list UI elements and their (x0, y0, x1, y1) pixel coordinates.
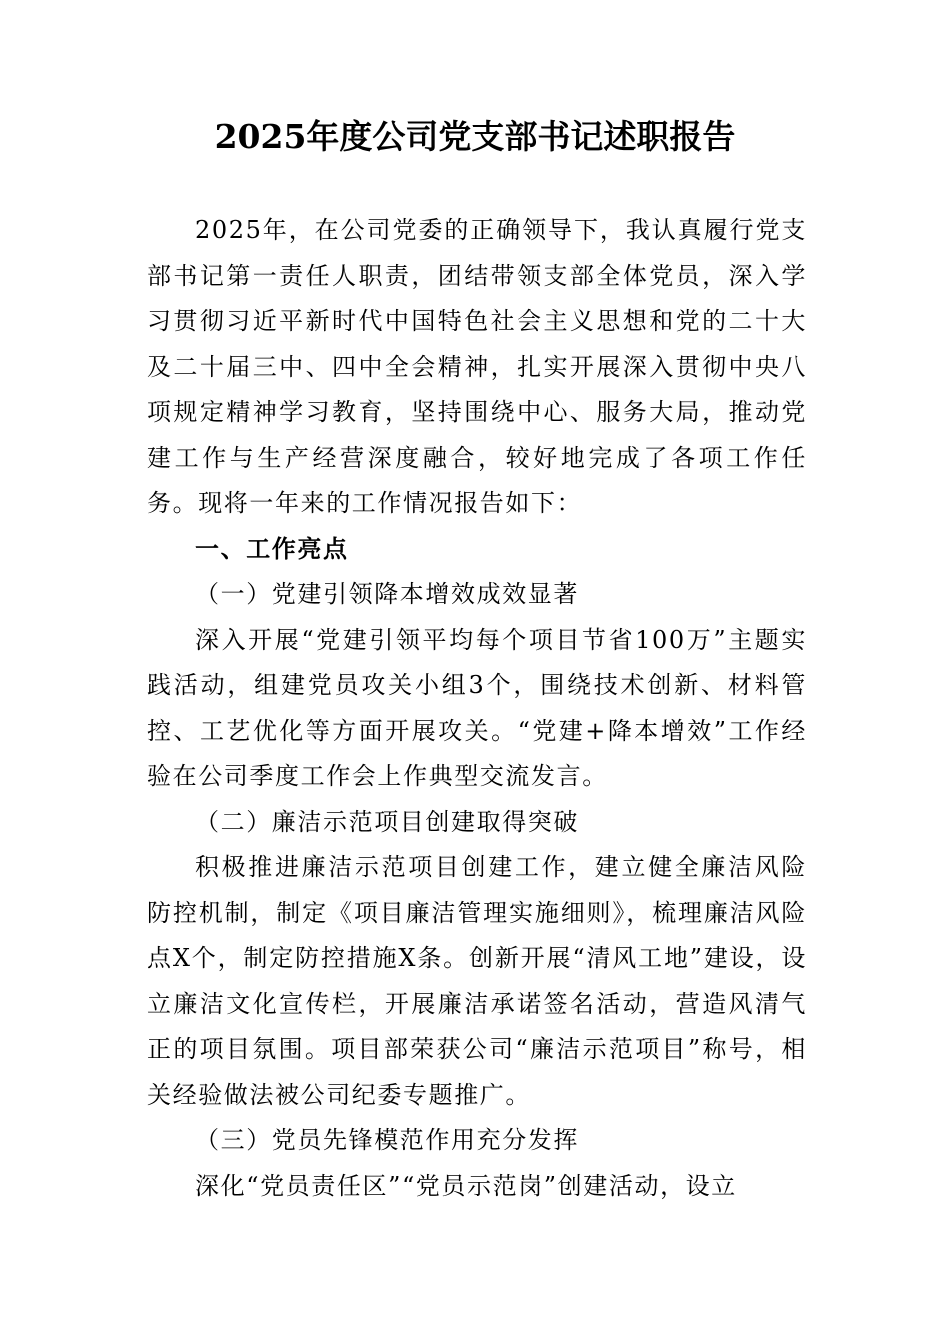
subsection-paragraph: 积极推进廉洁示范项目创建工作，建立健全廉洁风险防控机制，制定《项目廉洁管理实施细则》，梳理廉洁风险点X个，制定防控措施X条。创新开展“清风工地”建设，设立廉洁文化宣传栏，开展廉洁承诺签名活动，营造风清气正的项目氛围。项目部荣获公司“廉洁示范项目”称号，相关经验做法被公司纪委专题推广。 (147, 853, 807, 1109)
subsection-paragraph: 深入开展“党建引领平均每个项目节省100万”主题实践活动，组建党员攻关小组3个，围绕技术创新、材料管控、工艺优化等方面开展攻关。“党建+降本增效”工作经验在公司季度工作会上作典型交流发言。 (147, 625, 807, 790)
subsection-heading: （二）廉洁示范项目创建取得突破 (195, 807, 579, 836)
section-heading: 一、工作亮点 (195, 534, 349, 563)
document-title: 2025年度公司党支部书记述职报告 (214, 117, 736, 156)
subsection-heading: （三）党员先锋模范作用充分发挥 (195, 1126, 579, 1154)
subsection-paragraph: 深化“党员责任区”“党员示范岗”创建活动，设立 (195, 1171, 737, 1200)
intro-paragraph: 2025年，在公司党委的正确领导下，我认真履行党支部书记第一责任人职责，团结带领支部全体党员，深入学习贯彻习近平新时代中国特色社会主义思想和党的二十大及二十届三中、四中全会精神，扎实开展深入贯彻中央八项规定精神学习教育，坚持围绕中心、服务大局，推动党建工作与生产经营深度融合，较好地完成了各项工作任务。现将一年来的工作情况报告如下： (147, 216, 807, 517)
subsection-heading: （一）党建引领降本增效成效显著 (195, 580, 579, 608)
document-body (147, 208, 807, 1209)
